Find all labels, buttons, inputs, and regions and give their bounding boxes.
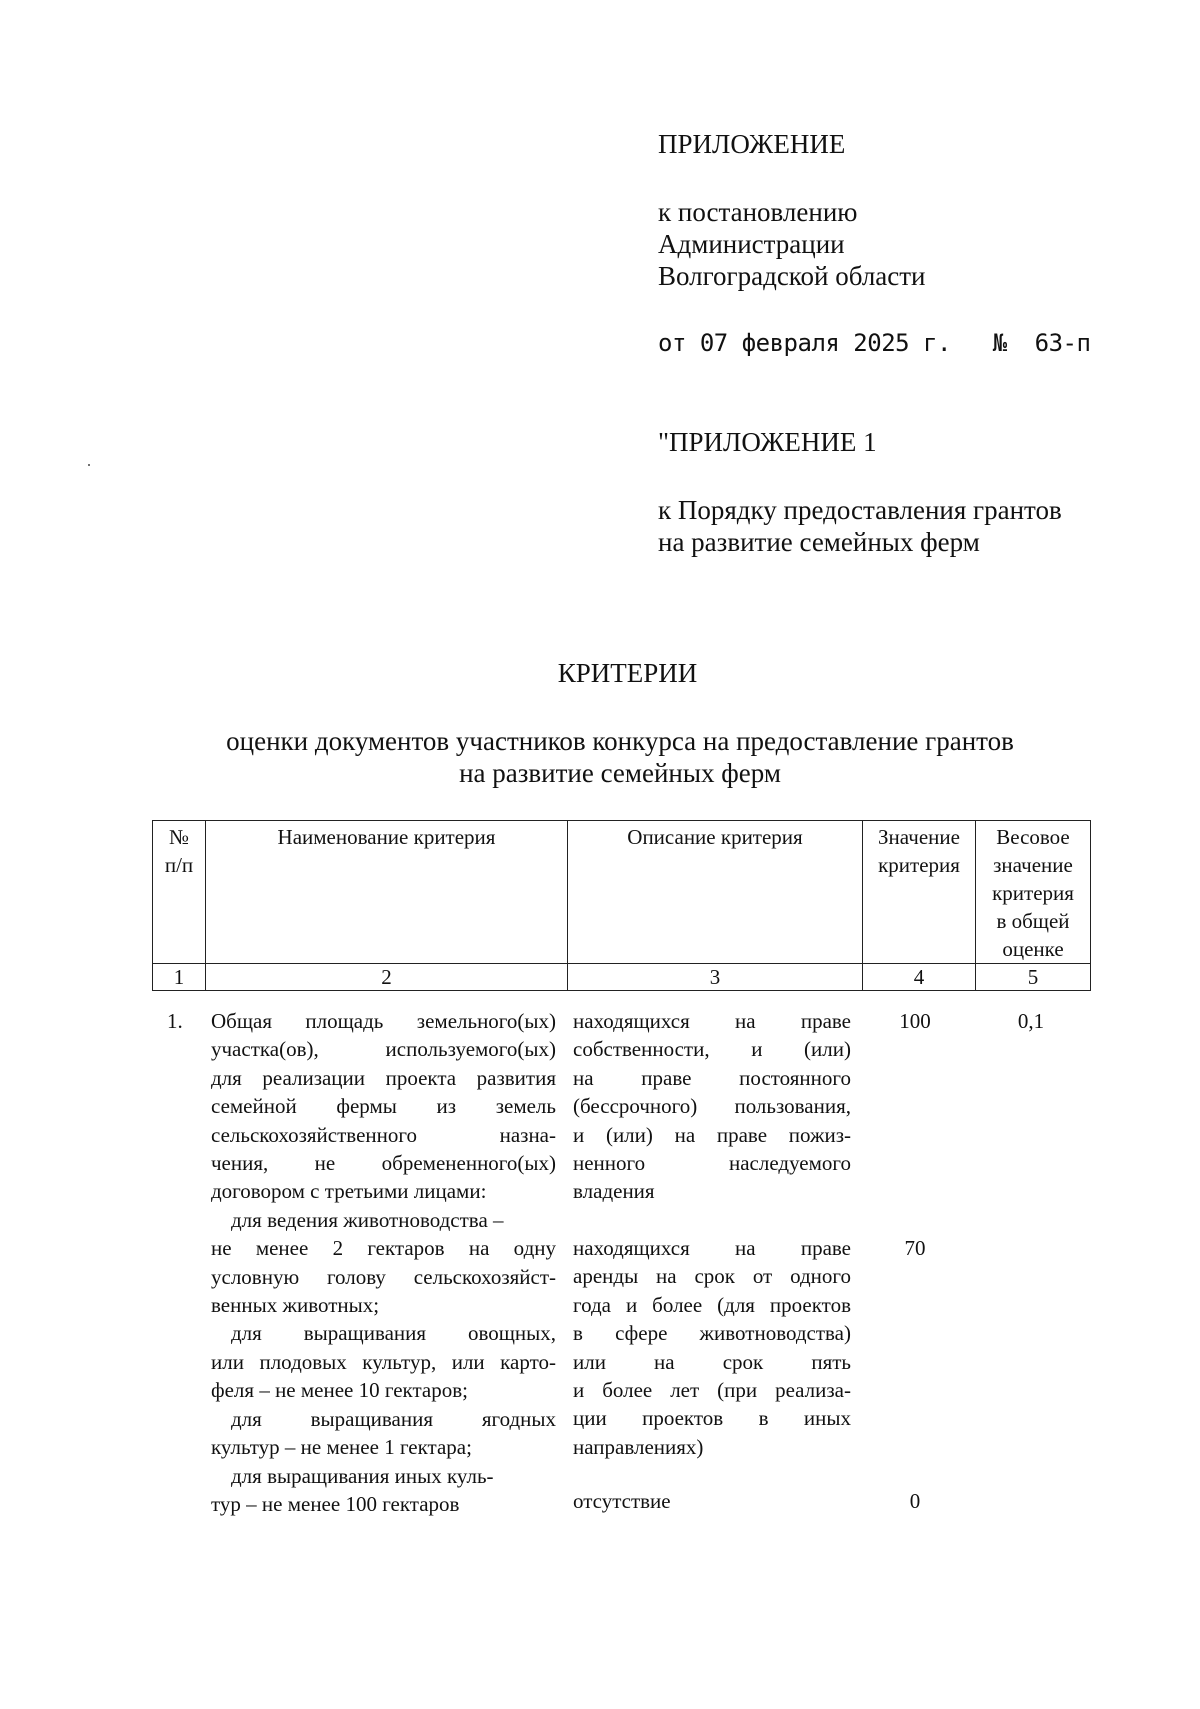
- description-line: аренды на срок от одного: [573, 1264, 851, 1289]
- criterion-name-line: не менее 2 гектаров на одну: [211, 1236, 556, 1261]
- criterion-name-line: сельскохозяйственного назна-: [211, 1122, 556, 1147]
- header-num-line: №: [168, 825, 190, 849]
- appendix1-title: "ПРИЛОЖЕНИЕ 1: [658, 427, 877, 457]
- resolution-line: Волгоградской области: [658, 261, 926, 291]
- criterion-name-line: участка(ов), используемого(ых): [211, 1037, 556, 1062]
- column-number: 5: [976, 964, 1091, 991]
- procedure-line: к Порядку предоставления грантов: [658, 495, 1062, 525]
- procedure-reference: [658, 494, 1062, 558]
- header-weight-line: критерия: [992, 881, 1074, 905]
- document-title: КРИТЕРИИ: [557, 658, 698, 688]
- header-name: Наименование критерия: [206, 821, 568, 964]
- description-line: отсутствие: [573, 1489, 671, 1513]
- description-line: владения: [573, 1179, 655, 1204]
- criterion-description: [573, 1007, 851, 1206]
- description-line: и более лет (при реализа-: [573, 1378, 851, 1403]
- criterion-value: 100: [899, 1009, 931, 1033]
- criterion-name-line: договором с третьими лицами:: [211, 1179, 487, 1204]
- description-line: (бессрочного) пользования,: [573, 1094, 851, 1119]
- header-weight-line: Весовое: [996, 825, 1070, 849]
- criterion-name-line: условную голову сельскохозяйст-: [211, 1264, 556, 1289]
- row-number: 1.: [167, 1009, 183, 1033]
- description-line: или на срок пять: [573, 1349, 851, 1374]
- column-number: 1: [153, 964, 206, 991]
- description-line: года и более (для проектов: [573, 1292, 851, 1317]
- criterion-name-line: или плодовых культур, или карто-: [211, 1349, 556, 1374]
- procedure-line: на развитие семейных ферм: [658, 527, 980, 557]
- criterion-description: [573, 1234, 851, 1461]
- resolution-line: к постановлению: [658, 197, 858, 227]
- header-weight-line: значение: [993, 853, 1073, 877]
- criterion-name: [211, 1007, 556, 1518]
- description-line: направлениях): [573, 1434, 704, 1459]
- description-line: ненного наследуемого: [573, 1151, 851, 1176]
- subtitle-line: оценки документов участников конкурса на предоставление грантов: [226, 726, 1014, 756]
- column-number: 3: [568, 964, 863, 991]
- column-number: 2: [206, 964, 568, 991]
- header-weight: [976, 821, 1091, 964]
- description-line: ции проектов в иных: [573, 1406, 851, 1431]
- criterion-name-line: тур – не менее 100 гектаров: [211, 1491, 460, 1516]
- column-number: 4: [863, 964, 976, 991]
- header-num-line: п/п: [164, 853, 194, 877]
- criterion-name-line: для выращивания ягодных: [231, 1406, 556, 1431]
- criterion-weight: 0,1: [1017, 1009, 1045, 1033]
- scan-speck: [88, 464, 90, 466]
- criterion-name-line: для выращивания иных куль-: [231, 1463, 494, 1488]
- resolution-line: Администрации: [658, 229, 845, 259]
- header-weight-line: оценке: [1002, 937, 1064, 961]
- description-line: на праве постоянного: [573, 1065, 851, 1090]
- criterion-name-line: чения, не обремененного(ых): [211, 1151, 556, 1176]
- criterion-name-line: для реализации проекта развития: [211, 1065, 556, 1090]
- criterion-description: [573, 1487, 851, 1515]
- criterion-name-line: Общая площадь земельного(ых): [211, 1009, 556, 1033]
- criterion-value: 0: [909, 1489, 921, 1513]
- description-line: находящихся на праве: [573, 1009, 851, 1033]
- header-num: [153, 821, 206, 964]
- header-row: [153, 821, 1091, 964]
- header-weight-line: в общей: [996, 909, 1070, 933]
- appendix-title: ПРИЛОЖЕНИЕ: [658, 129, 846, 159]
- header-value: [863, 821, 976, 964]
- criterion-name-line: для ведения животноводства –: [231, 1207, 504, 1232]
- description-line: находящихся на праве: [573, 1236, 851, 1260]
- criterion-name-line: венных животных;: [211, 1293, 380, 1318]
- document-subtitle: [160, 725, 1080, 789]
- resolution-reference: [658, 196, 926, 292]
- criterion-name-line: культур – не менее 1 гектара;: [211, 1435, 472, 1460]
- description-line: и (или) на праве пожиз-: [573, 1122, 851, 1147]
- header-value-line: критерия: [878, 853, 960, 877]
- criterion-name-line: для выращивания овощных,: [231, 1321, 556, 1346]
- description-line: собственности, и (или): [573, 1037, 851, 1062]
- subtitle-line: на развитие семейных ферм: [459, 758, 781, 788]
- resolution-date-number: от 07 февраля 2025 г. № 63-п: [658, 329, 1091, 357]
- header-value-line: Значение: [878, 825, 960, 849]
- column-number-row: [153, 964, 1091, 991]
- description-line: в сфере животноводства): [573, 1321, 851, 1346]
- criterion-value: 70: [904, 1236, 926, 1260]
- criterion-name-line: семейной фермы из земель: [211, 1094, 556, 1119]
- criteria-table-header: [152, 820, 1091, 991]
- header-description: Описание критерия: [568, 821, 863, 964]
- criterion-name-line: феля – не менее 10 гектаров;: [211, 1378, 468, 1403]
